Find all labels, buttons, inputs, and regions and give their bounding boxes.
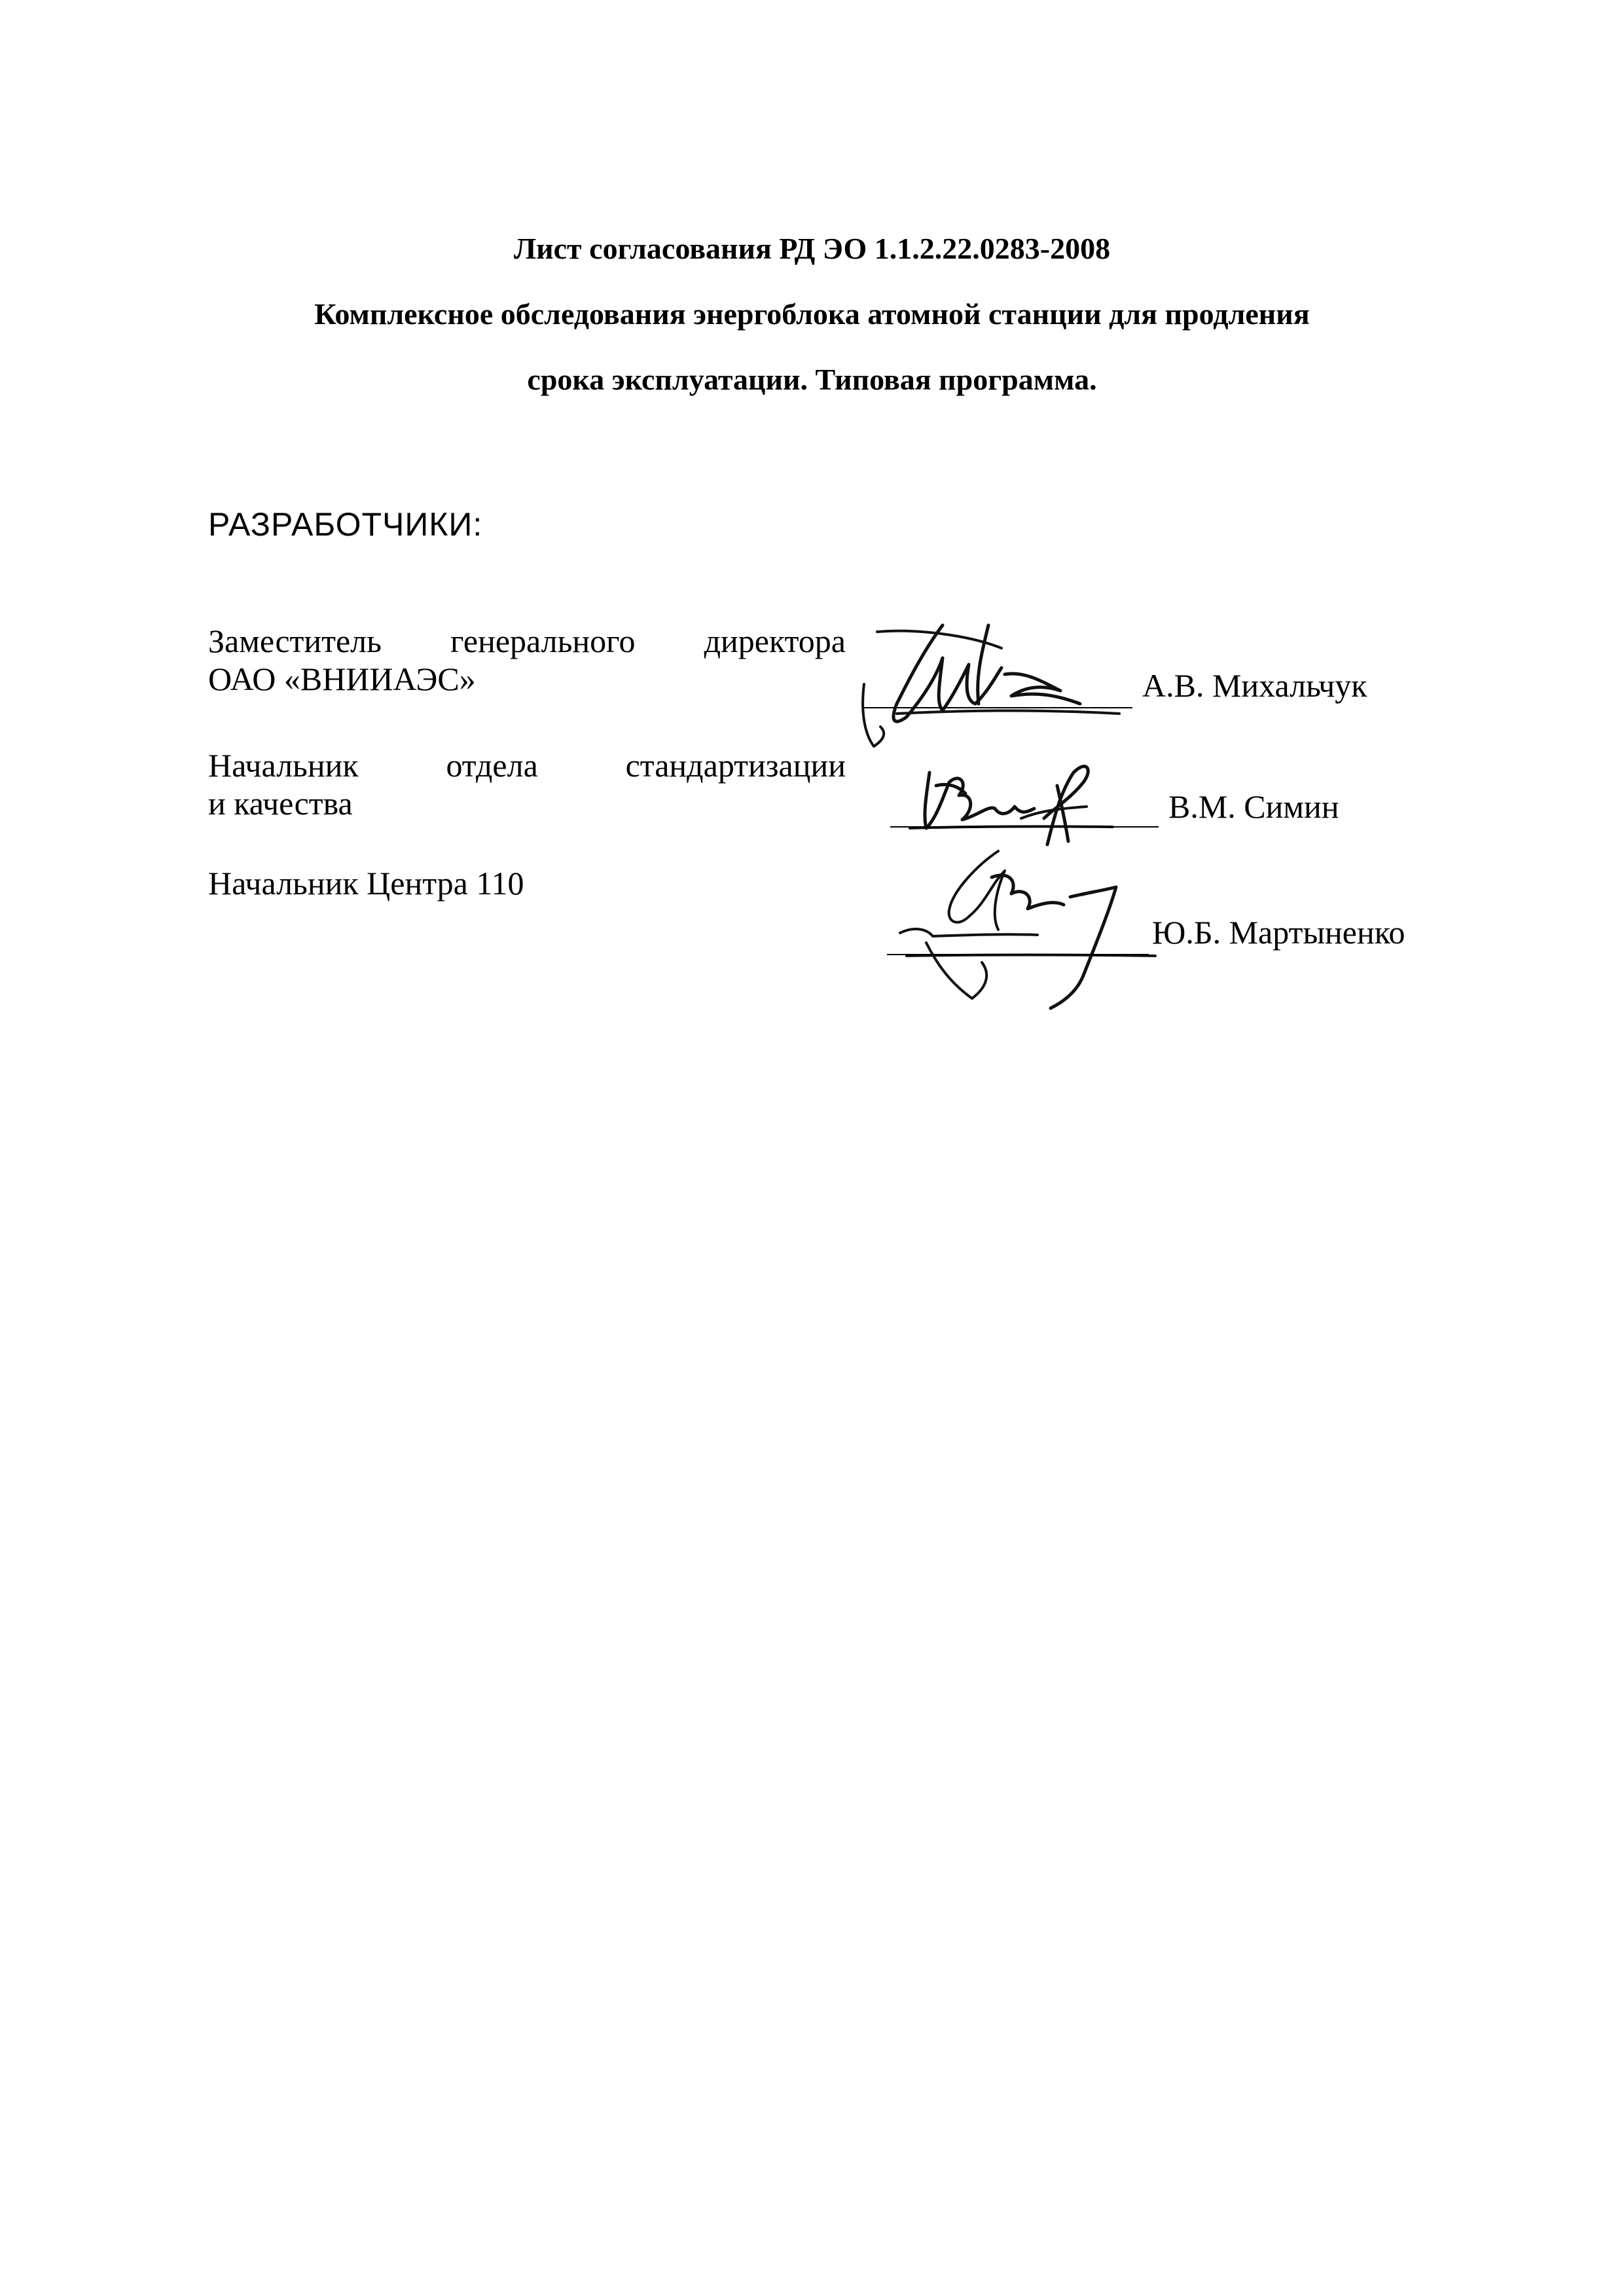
word: генерального xyxy=(450,623,636,659)
signature-3-image xyxy=(887,831,1162,1028)
developers-heading: РАЗРАБОТЧИКИ: xyxy=(208,506,483,543)
signature-1-line xyxy=(864,707,1132,708)
developer-2-name: В.М. Симин xyxy=(1168,788,1339,825)
signature-2-line xyxy=(890,826,1159,828)
developer-2-position xyxy=(208,746,846,822)
developer-1-name: А.В. Михальчук xyxy=(1142,667,1367,704)
developer-2-position-line-1 xyxy=(208,746,846,784)
title-line-2: Комплексное обследования энергоблока атомной станции для продления xyxy=(314,297,1310,331)
word: Заместитель xyxy=(208,623,382,659)
title-line-3: срока эксплуатации. Типовая программа. xyxy=(527,363,1097,396)
developer-3-name: Ю.Б. Мартыненко xyxy=(1152,914,1405,951)
developer-3-position xyxy=(208,864,846,902)
word: директора xyxy=(704,623,846,659)
developer-1-position-line-1 xyxy=(208,622,846,660)
word: Начальник xyxy=(208,747,359,784)
developer-1-position-line-2: ОАО «ВНИИАЭС» xyxy=(208,661,476,697)
title-line-1: Лист согласования РД ЭО 1.1.2.22.0283-2008 xyxy=(513,232,1111,265)
word: отдела xyxy=(446,747,538,784)
word: стандартизации xyxy=(625,747,846,784)
developer-3-position-line-1: Начальник Центра 110 xyxy=(208,865,524,902)
signature-3-line xyxy=(887,954,1149,955)
developer-1-position xyxy=(208,622,846,698)
document-title xyxy=(0,216,1624,412)
developer-2-position-line-2: и качества xyxy=(208,785,353,822)
signature-1-image xyxy=(844,612,1146,763)
